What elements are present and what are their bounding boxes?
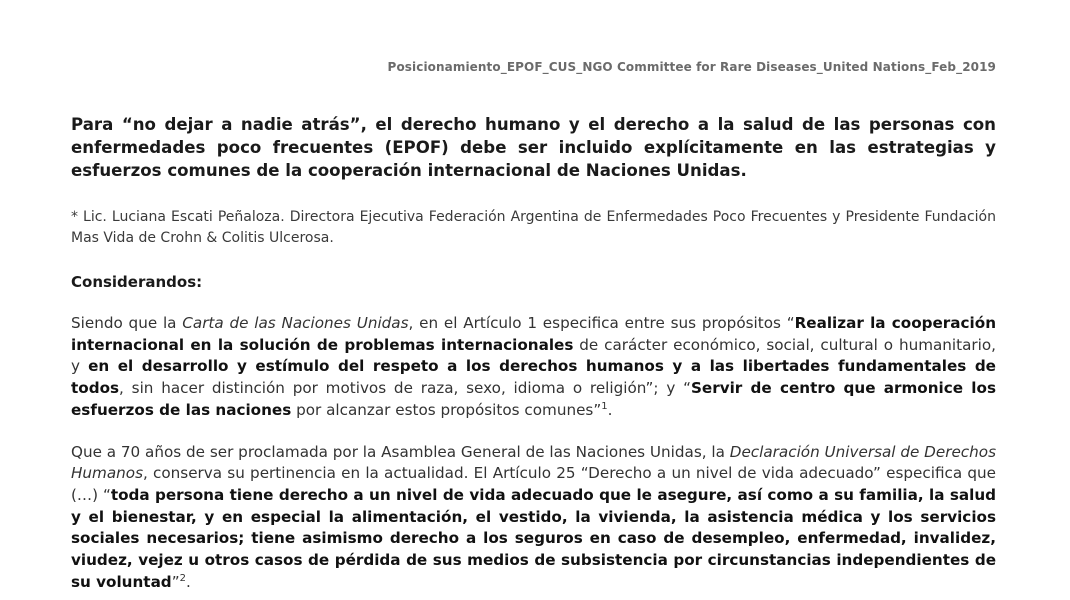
bold-run: Servir de centro que armonice los esfuerzos de las naciones <box>71 379 996 419</box>
text-run: ” <box>171 572 180 591</box>
text-run: de carácter económico, social, cultural o humanitario, y <box>71 335 996 376</box>
text-run: . <box>185 572 191 591</box>
running-header: Posicionamiento_EPOF_CUS_NGO Committee for Rare Diseases_United Nations_Feb_2019 <box>387 60 996 74</box>
text-run: , en el Artículo 1 especifica entre sus propósitos “ <box>408 314 795 332</box>
section-heading: Considerandos: <box>71 273 203 291</box>
italic-run: Declaración Universal de Derechos Humanos <box>71 442 996 483</box>
footnote-ref-2[interactable]: 2 <box>179 572 186 584</box>
paragraph-2 <box>71 442 996 594</box>
author-note: * Lic. Luciana Escati Peñaloza. Directora Ejecutiva Federación Argentina de Enfermedades Poco Frecuentes y Presidente Fundación Mas Vida de Crohn & Colitis Ulcerosa. <box>71 209 996 246</box>
text-run: Que a 70 años de ser proclamada por la Asamblea General de las Naciones Unidas, la <box>71 442 730 461</box>
text-run: , conserva su pertinencia en la actualidad. El Artículo 25 “Derecho a un nivel de vida adecuado” especifica que (…) “ <box>71 464 996 504</box>
text-run: por alcanzar estos propósitos comunes” <box>291 400 602 419</box>
text-run: , sin hacer distinción por motivos de raza, sexo, idioma o religión”; y “ <box>119 379 691 398</box>
text-run: . <box>607 400 613 419</box>
footnote-ref-1[interactable]: 1 <box>601 400 608 412</box>
document-title: Para “no dejar a nadie atrás”, el derecho humano y el derecho a la salud de las personas con enfermedades poco frecuentes (EPOF) debe ser incluido explícitamente en las estrategias y esfuerzos comunes de la cooperación internacional de Naciones Unidas. <box>71 115 996 180</box>
bold-run: en el desarrollo y estímulo del respeto a los derechos humanos y a las libertades fundamentales de todos <box>71 357 996 398</box>
italic-run: Carta de las Naciones Unidas <box>182 314 409 332</box>
bold-run: Realizar la cooperación internacional en la solución de problemas internacionales <box>71 314 997 354</box>
document-body <box>71 113 996 593</box>
paragraph-1 <box>71 313 996 422</box>
text-run: Siendo que la <box>71 314 183 332</box>
bold-run: toda persona tiene derecho a un nivel de vida adecuado que le asegure, así como a su familia, la salud y el bienestar, y en especial la alimentación, el vestido, la vivienda, la asistencia médica y los servicios sociales necesarios; tiene asimismo derecho a los seguros en caso de desempleo, enfermedad, invalidez, viudez, vejez u otros casos de pérdida de sus medios de subsistencia por circunstancias independientes de su voluntad <box>71 485 996 591</box>
